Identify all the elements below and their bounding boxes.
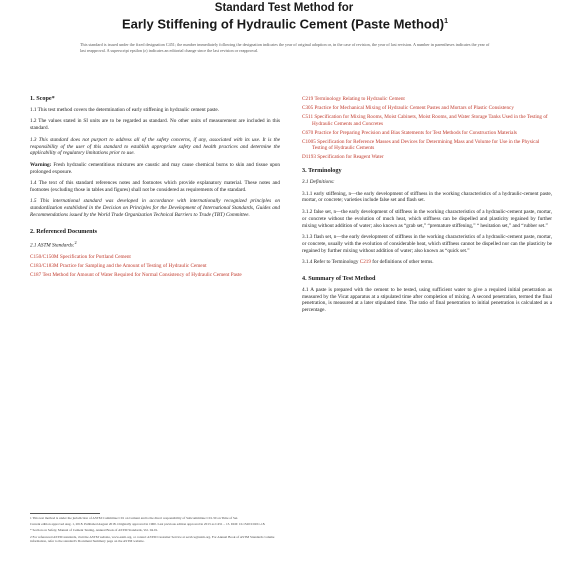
paragraph-1-4: 1.4 The text of this standard references notes and footnotes which provide explanatory material. These notes and footnotes (excluding those in tables and figures) shall not be considered as requirements of the standard. xyxy=(30,180,280,194)
reference-item: C1005 Specification for Reference Masses and Devices for Determining Mass and Volume for Use in the Physical Testing of Hydraulic Cements xyxy=(302,138,540,152)
warning-paragraph xyxy=(30,162,280,176)
footnote-divider xyxy=(30,513,100,514)
paragraph-1-3: 1.3 This standard does not purport to address all of the safety concerns, if any, associated with its use. It is the responsibility of the user of this standard to establish appropriate safety and health practices and determine the applicability of regulatory limitations prior to use. xyxy=(30,136,280,157)
reference-link[interactable]: C1005 xyxy=(302,138,316,145)
paragraph-1-1: 1.1 This test method covers the determination of early stiffening in hydraulic cement paste. xyxy=(30,106,219,113)
reference-link[interactable]: C183/C183M xyxy=(30,262,59,269)
reference-item: C219 Terminology Relating to Hydraulic Cement xyxy=(302,96,405,102)
definition-other-terms: 3.1.4 Refer to Terminology C219 for definitions of other terms. xyxy=(302,259,434,266)
reference-item: C511 Specification for Mixing Rooms, Moist Cabinets, Moist Rooms, and Water Storage Tanks Used in the Testing of Hydraulic Cements and Concretes xyxy=(302,113,548,127)
reference-link[interactable]: C670 xyxy=(302,129,314,136)
reference-item: D1193 Specification for Reagent Water xyxy=(302,154,384,161)
reference-item: C150/C150M Specification for Portland Cement xyxy=(30,253,131,260)
reference-link[interactable]: C219 xyxy=(302,96,314,102)
reference-link[interactable]: C511 xyxy=(302,113,314,120)
astm-standards-label: 2.1 ASTM Standards:$^2$ xyxy=(30,239,77,249)
definitions-label: 3.1 Definitions: xyxy=(302,179,335,186)
footnote: Current edition approved Aug. 1, 2018. Published August 2018. Originally approved in 1960. Last previous edition approved in 2013 as C451 – 13. DOI: 10.1520/C0451-18. xyxy=(30,522,266,527)
footnote: * Section on Safety, Manual of Cement Testing, Annual Book of ASTM Standards, Vol. 04.01. xyxy=(30,528,159,533)
reference-link[interactable]: C305 xyxy=(302,104,314,111)
warning-label: Warning: xyxy=(30,161,52,168)
referenced-documents-heading: 2. Referenced Documents xyxy=(30,227,98,235)
definition-early-stiffening: 3.1.1 early stiffening, n—the early development of stiffness in the working characteristics of a hydraulic-cement paste, mortar, or concrete; varieties include false set and flash set. xyxy=(302,190,552,204)
scope-heading: 1. Scope* xyxy=(30,95,55,102)
paragraph-4-1: 4.1 A paste is prepared with the cement to be tested, using sufficient water to give a required initial penetration as measured by the Vicat apparatus at a stipulated time after completion of mixing. A second penetration, termed the final penetration, is measured at a later stipulated time. The ratio of final penetration to initial penetration is calculated as a percentage. xyxy=(302,286,552,314)
definition-false-set: 3.1.2 false set, n—the early development of stiffness in the working characteristics of a hydraulic-cement paste, mortar, or concrete without the evolution of much heat, which stiffness can be dispelled and plasticity regained by further mixing without addition of water; also known as “grab set,” “premature stiffening,” “ hesitation set,” and “rubber set.” xyxy=(302,208,552,229)
reference-link[interactable]: C150/C150M xyxy=(30,253,59,260)
footnote: 2 For referenced ASTM standards, visit the ASTM website, www.astm.org, or contact ASTM Customer Service at service@astm.org. For Annual Book of ASTM Standards volume information, refer to the standard's Document Summary page on the ASTM website. xyxy=(30,534,275,544)
document-title xyxy=(60,14,510,31)
reference-item: C670 Practice for Preparing Precision and Bias Statements for Test Methods for Construction Materials xyxy=(302,129,517,136)
designation-note: This standard is issued under the fixed designation C451; the number immediately following the designation indicates the year of original adoption or, in the case of revision, the year of last revision. A number in parentheses indicates the year of last reapproval. A superscript epsilon (ε) indicates an editorial change since the last revision or reapproval. xyxy=(80,42,490,53)
reference-item: C305 Practice for Mechanical Mixing of Hydraulic Cement Pastes and Mortars of Plastic Consistency xyxy=(302,104,514,111)
footnotes xyxy=(30,516,282,545)
title-footnote-mark: 1 xyxy=(444,18,449,25)
right-column xyxy=(302,96,552,319)
title-text: Early Stiffening of Hydraulic Cement (Paste Method) xyxy=(121,16,445,32)
title-line-1: Standard Test Method for xyxy=(214,2,354,14)
paragraph-1-5: 1.5 This international standard was developed in accordance with internationally recognized principles on standardization established in the Decision on Principles for the Development of International Standards, Guides and Recommendations issued by the World Trade Organization Technical Barriers to Trade (TBT) Committee. xyxy=(30,198,280,219)
warning-text: Fresh hydraulic cementitious mixtures are caustic and may cause chemical burns to skin and tissue upon prolonged exposure. xyxy=(30,161,280,175)
reference-link[interactable]: D1193 xyxy=(302,154,316,161)
summary-heading: 4. Summary of Test Method xyxy=(302,274,376,282)
reference-link[interactable]: C219 xyxy=(359,259,371,266)
reference-link[interactable]: C187 xyxy=(30,271,42,278)
reference-item: C187 Test Method for Amount of Water Required for Normal Consistency of Hydraulic Cement Paste xyxy=(30,271,242,278)
definition-flash-set: 3.1.3 flash set, n—the early development of stiffness in the working characteristics of a hydraulic-cement paste, mortar, or concrete, usually with the evolution of considerable heat, which stiffness cannot be dispelled nor can the plasticity be regained by further mixing without addition of water; also known as “quick set.” xyxy=(302,234,552,254)
footnote: 1 This test method is under the jurisdiction of ASTM Committee C01 on Cement and is the direct responsibility of Subcommittee C01.30 on Time of Set. xyxy=(30,516,239,520)
astm-footnote-mark: 2 xyxy=(74,239,77,245)
left-column xyxy=(30,96,280,280)
paragraph-1-2: 1.2 The values stated in SI units are to be regarded as standard. No other units of measurement are included in this standard. xyxy=(30,118,280,132)
reference-item: C183/C183M Practice for Sampling and the Amount of Testing of Hydraulic Cement xyxy=(30,262,207,269)
terminology-heading: 3. Terminology xyxy=(302,167,342,175)
